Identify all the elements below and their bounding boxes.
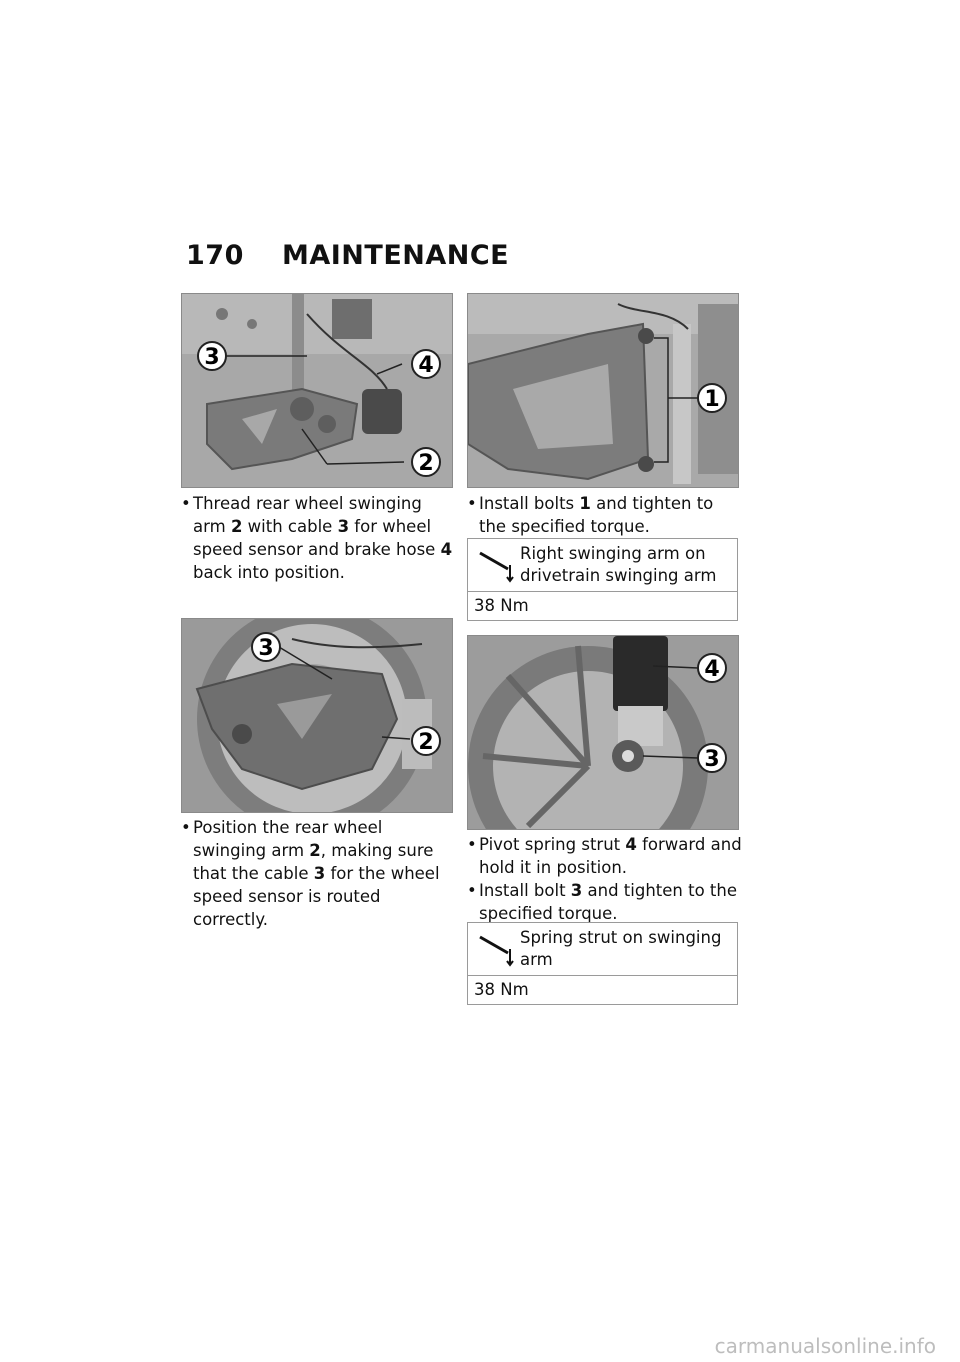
torque-label: Spring strut on swinging arm xyxy=(520,928,722,969)
left-step-list-2 xyxy=(181,816,456,931)
torque-label: Right swinging arm on drivetrain swinging arm xyxy=(520,544,717,585)
callout-1: 1 xyxy=(704,387,720,412)
photo-install-bolts xyxy=(467,293,739,488)
torque-spec-box xyxy=(467,922,738,1005)
section-title: MAINTENANCE xyxy=(282,240,510,271)
callout-4: 4 xyxy=(704,657,720,682)
watermark[interactable]: carmanualsonline.info xyxy=(714,1334,936,1358)
photo-spring-strut xyxy=(467,635,739,830)
callout-2: 2 xyxy=(418,451,434,476)
list-item: • Install bolt 3 and tighten to the specified torque. xyxy=(467,881,737,923)
page-number: 170 xyxy=(186,240,244,271)
photo-rear-wheel-swinging-arm xyxy=(181,618,453,813)
torque-spec-box xyxy=(467,538,738,621)
callout-2: 2 xyxy=(418,730,434,755)
torque-wrench-icon xyxy=(478,547,518,583)
left-step-list-1 xyxy=(181,492,456,584)
list-item: • Position the rear wheel swinging arm 2, making sure that the cable 3 for the wheel speed sensor is routed correctly. xyxy=(181,818,440,929)
torque-value: 38 Nm xyxy=(474,980,529,999)
right-step-list-1 xyxy=(467,492,742,538)
photo-swinging-arm-cable xyxy=(181,293,453,488)
list-item: • Thread rear wheel swinging arm 2 with cable 3 for wheel speed sensor and brake hose 4 back into position. xyxy=(181,494,453,582)
right-step-list-2 xyxy=(467,833,742,925)
page-header xyxy=(186,240,509,271)
callout-3: 3 xyxy=(204,345,220,370)
list-item: • Pivot spring strut 4 forward and hold it in position. xyxy=(467,835,742,877)
callout-4: 4 xyxy=(418,353,434,378)
list-item: • Install bolts 1 and tighten to the specified torque. xyxy=(467,494,714,536)
torque-wrench-icon xyxy=(478,931,518,967)
callout-3: 3 xyxy=(704,747,720,772)
torque-value: 38 Nm xyxy=(474,596,529,615)
callout-3: 3 xyxy=(258,636,274,661)
